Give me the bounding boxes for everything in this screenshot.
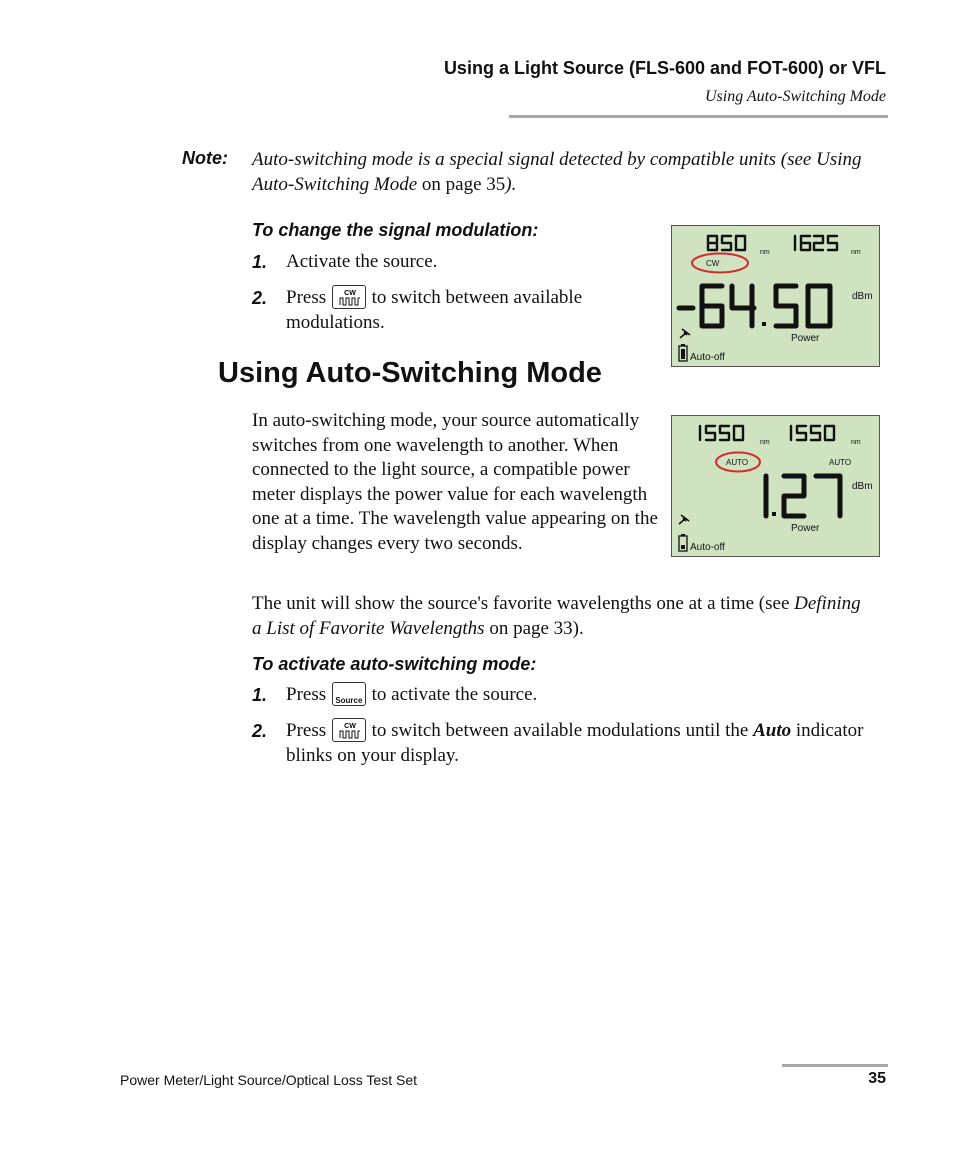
note-label: Note: bbox=[182, 148, 228, 168]
note-link[interactable]: Using Auto-Switching Mode bbox=[252, 149, 862, 195]
note-text-part3: ). bbox=[505, 173, 517, 195]
lcd-display-auto bbox=[671, 415, 880, 557]
note-text bbox=[252, 148, 892, 197]
procedure-title-activate-auto: To activate auto-switching mode: bbox=[252, 654, 537, 674]
plug-icon bbox=[679, 515, 689, 524]
source-key-icon bbox=[332, 682, 366, 706]
source-key-label: Source bbox=[335, 695, 363, 705]
battery-icon bbox=[679, 534, 687, 551]
procedure-title-change-modulation: To change the signal modulation: bbox=[252, 220, 539, 240]
lcd-unit-left: nm bbox=[760, 249, 770, 256]
header-rule bbox=[509, 115, 888, 118]
plug-icon bbox=[680, 329, 690, 338]
lcd-power-unit: dBm bbox=[852, 291, 873, 302]
cw-key-label: CW bbox=[344, 289, 356, 297]
step-text-after: to activate the source. bbox=[366, 684, 538, 705]
step-number: 2. bbox=[252, 721, 268, 741]
lcd-auto-off-label: Auto-off bbox=[690, 542, 725, 553]
step-text-before: Press bbox=[286, 684, 331, 705]
auto-emphasis: Auto bbox=[753, 720, 792, 741]
note-text-part1: Auto-switching mode is a special signal detected by compatible units (see bbox=[252, 149, 817, 170]
section-heading: Using Auto-Switching Mode bbox=[218, 357, 602, 389]
lcd-mode-indicator: AUTO bbox=[726, 458, 749, 467]
page-number: 35 bbox=[868, 1070, 886, 1087]
step-text-tail: indicator blinks on your display. bbox=[286, 720, 864, 766]
cw-key-label: CW bbox=[344, 722, 356, 730]
footer-manual-title: Power Meter/Light Source/Optical Loss Test Set bbox=[120, 1072, 417, 1088]
step-text bbox=[286, 683, 886, 708]
lcd-mode-indicator-right: AUTO bbox=[829, 458, 852, 467]
lcd-unit-right: nm bbox=[851, 249, 861, 256]
cw-key-icon bbox=[332, 718, 366, 742]
cross-reference-link[interactable]: Defining a List of Favorite Wavelengths bbox=[252, 593, 861, 639]
step-text-after: to switch between available modulations. bbox=[286, 287, 583, 333]
lcd-mode-indicator: CW bbox=[706, 259, 720, 268]
footer-rule bbox=[782, 1064, 888, 1067]
auto-switching-paragraph: In auto-switching mode, your source automatically switches from one wavelength to another. When connected to the light source, a compatible power meter displays the power value for each wavelength one at a time. The wavelength value appearing on the display changes every two seconds. bbox=[252, 410, 658, 554]
step-text-after: to switch between available modulations until the bbox=[366, 720, 754, 741]
cw-key-icon bbox=[332, 285, 366, 309]
paragraph-text: on page 33). bbox=[484, 617, 584, 639]
lcd-power-label: Power bbox=[791, 333, 820, 344]
running-header-subtitle: Using Auto-Switching Mode bbox=[704, 88, 886, 105]
note-text-part2: on page 35 bbox=[417, 173, 506, 195]
lcd-unit-left: nm bbox=[760, 439, 770, 446]
paragraph-text: The unit will show the source's favorite wavelengths one at a time (see bbox=[252, 593, 795, 614]
lcd-power-unit: dBm bbox=[852, 481, 873, 492]
step-text-before: Press bbox=[286, 720, 331, 741]
step-text bbox=[286, 250, 646, 275]
favorite-wavelengths-paragraph bbox=[252, 592, 872, 641]
step-text bbox=[286, 719, 886, 768]
running-header-title: Using a Light Source (FLS-600 and FOT-600) or VFL bbox=[443, 58, 886, 78]
step-text-before: Activate the source. bbox=[286, 251, 438, 272]
step-number: 1. bbox=[252, 685, 268, 705]
lcd-display-cw bbox=[671, 225, 880, 367]
step-number: 1. bbox=[252, 252, 268, 272]
lcd-power-label: Power bbox=[791, 523, 820, 534]
step-text bbox=[286, 286, 646, 335]
lcd-unit-right: nm bbox=[851, 439, 861, 446]
step-number: 2. bbox=[252, 288, 268, 308]
battery-icon bbox=[679, 344, 687, 361]
lcd-auto-off-label: Auto-off bbox=[690, 352, 725, 363]
step-text-before: Press bbox=[286, 287, 331, 308]
